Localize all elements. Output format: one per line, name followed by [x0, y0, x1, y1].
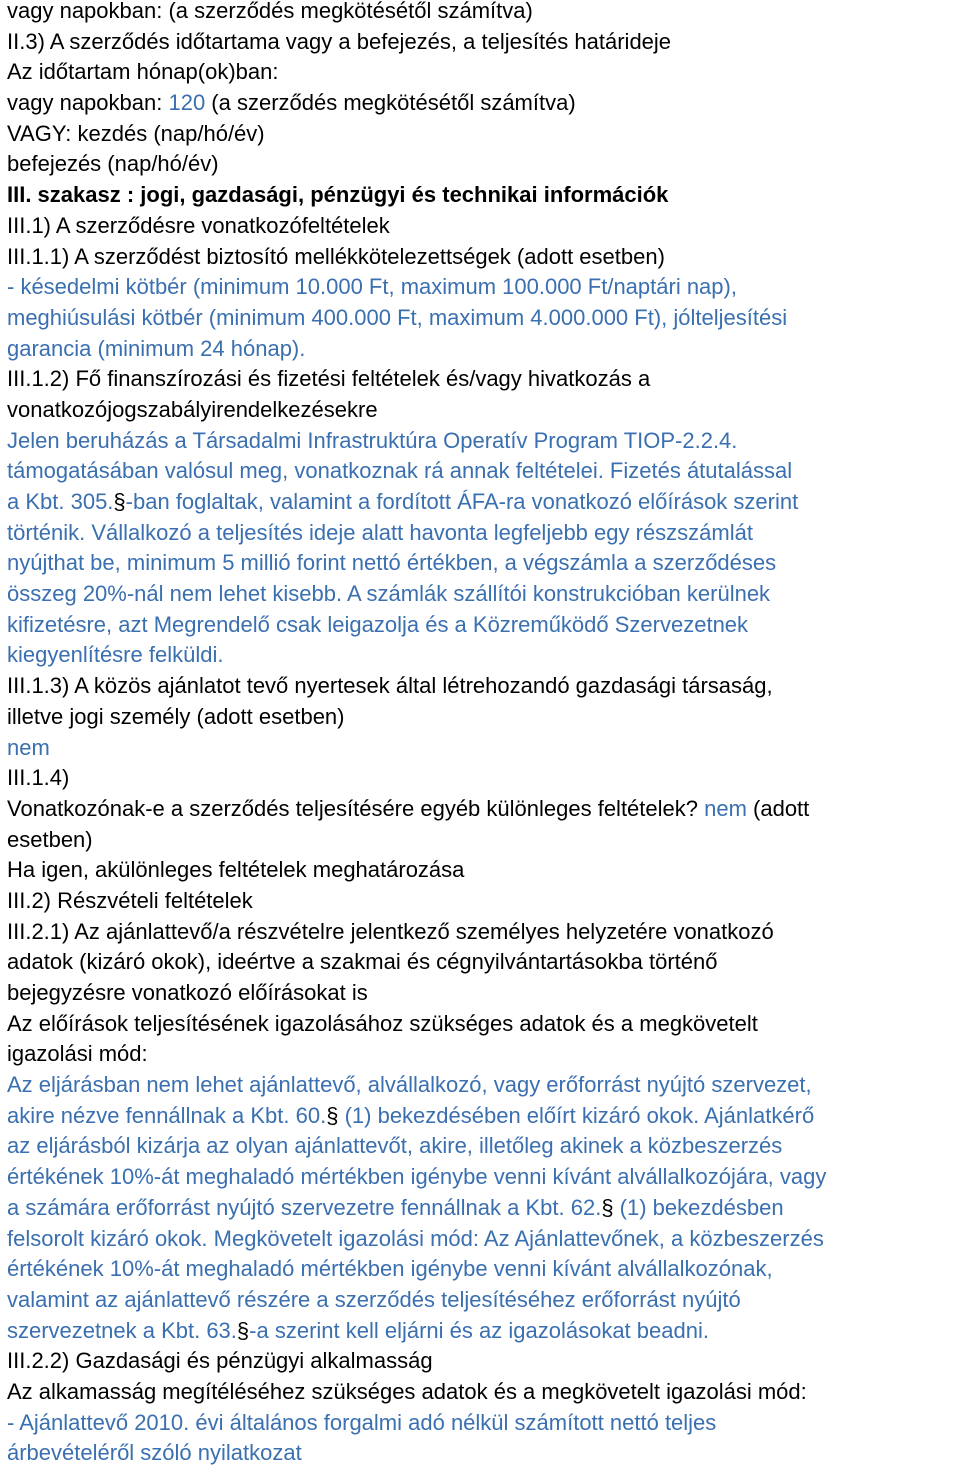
text-line [7, 364, 960, 395]
filled-value-text: árbevételéről szóló nyilatkozat [7, 1440, 302, 1466]
text-line [7, 1101, 960, 1132]
filled-value-text: (1) bekezdésében előírt kizáró okok. Ajánlatkérő [338, 1102, 815, 1128]
text-line [7, 88, 960, 119]
form-label-text: III.1) A szerződésre vonatkozófeltételek [7, 212, 390, 238]
filled-value-text: felsorolt kizáró okok. Megkövetelt igazolási mód: Az Ajánlattevőnek, a közbeszerzés [7, 1225, 824, 1251]
form-label-text: VAGY: kezdés (nap/hó/év) [7, 120, 265, 146]
form-label-text: III.1.1) A szerződést biztosító mellékkötelezettségek (adott esetben) [7, 243, 665, 269]
text-line [7, 1039, 960, 1070]
filled-value-text: - Ajánlattevő 2010. évi általános forgalmi adó nélkül számított nettó teljes [7, 1409, 717, 1435]
text-line [7, 702, 960, 733]
form-label-text: (a szerződés megkötésétől számítva) [205, 90, 576, 116]
filled-value-text: meghiúsulási kötbér (minimum 400.000 Ft, maximum 4.000.000 Ft), jólteljesítési [7, 304, 788, 330]
section-heading: III. szakasz : jogi, gazdasági, pénzügyi és technikai információk [7, 182, 669, 208]
text-line [7, 1316, 960, 1347]
text-line [7, 886, 960, 917]
text-line [7, 855, 960, 886]
filled-value-text: nyújthat be, minimum 5 millió forint nettó értékben, a végszámla a szerződéses [7, 550, 777, 576]
form-label-text: § [601, 1194, 614, 1220]
text-line [7, 487, 960, 518]
filled-value-text: Az eljárásban nem lehet ajánlattevő, alvállalkozó, vagy erőforrást nyújtó szervezet, [7, 1072, 812, 1098]
text-line [7, 794, 960, 825]
text-line [7, 518, 960, 549]
text-line [7, 640, 960, 671]
text-line [7, 763, 960, 794]
filled-value-text: támogatásában valósul meg, vonatkoznak rá annak feltételei. Fizetés átutalással [7, 458, 793, 484]
form-label-text: § [326, 1102, 339, 1128]
filled-value-text: értékének 10%-át meghaladó mértékben igénybe venni kívánt alvállalkozójára, vagy [7, 1164, 827, 1190]
form-label-text: illetve jogi személy (adott esetben) [7, 703, 345, 729]
form-label-text: Az előírások teljesítésének igazolásához szükséges adatok és a megkövetelt [7, 1010, 758, 1036]
form-label-text: III.1.2) Fő finanszírozási és fizetési feltételek és/vagy hivatkozás a [7, 366, 651, 392]
filled-value-text: Jelen beruházás a Társadalmi Infrastruktúra Operatív Program TIOP-2.2.4. [7, 427, 738, 453]
text-line [7, 0, 960, 27]
text-line [7, 149, 960, 180]
form-label-text: III.2) Részvételi feltételek [7, 887, 253, 913]
text-line [7, 1254, 960, 1285]
form-label-text: Vonatkozónak-e a szerződés teljesítésére egyéb különleges feltételek? [7, 795, 705, 821]
filled-value-text: akire nézve fennállnak a Kbt. 60. [7, 1102, 327, 1128]
text-line [7, 1162, 960, 1193]
text-line [7, 917, 960, 948]
text-line [7, 1070, 960, 1101]
form-label-text: adatok (kizáró okok), ideértve a szakmai és cégnyilvántartásokba történő [7, 949, 718, 975]
form-label-text: vonatkozójogszabályirendelkezésekre [7, 396, 378, 422]
text-line [7, 1009, 960, 1040]
filled-value-text: valamint az ajánlattevő részére a szerződés teljesítéséhez erőforrást nyújtó [7, 1286, 741, 1312]
filled-value-text: történik. Vállalkozó a teljesítés ideje alatt havonta legfeljebb egy részszámlát [7, 519, 753, 545]
text-line [7, 1193, 960, 1224]
text-line [7, 1408, 960, 1439]
form-label-text: § [236, 1317, 250, 1343]
filled-value-text: a Kbt. 305. [7, 489, 114, 514]
filled-value-text: értékének 10%-át meghaladó mértékben igénybe venni kívánt alvállalkozónak, [7, 1256, 773, 1282]
text-line [7, 180, 960, 211]
text-line [7, 1131, 960, 1162]
form-label-text: II.3) A szerződés időtartama vagy a befejezés, a teljesítés határideje [7, 28, 672, 54]
filled-value-text: kifizetésre, azt Megrendelő csak leigazolja és a Közreműködő Szervezetnek [7, 611, 749, 637]
text-line [7, 211, 960, 242]
form-label-text: (adott [746, 795, 810, 821]
filled-value-text: - késedelmi kötbér (minimum 10.000 Ft, maximum 100.000 Ft/naptári nap), [7, 274, 737, 300]
filled-value-text: (1) bekezdésben [613, 1194, 784, 1220]
form-label-text: vagy napokban: (a szerződés megkötésétől számítva) [7, 0, 533, 23]
text-line [7, 610, 960, 641]
filled-value-text: nem [7, 734, 50, 760]
form-label-text: III.1.4) [7, 765, 70, 791]
form-label-text: III.1.3) A közös ajánlatot tevő nyertesek által létrehozandó gazdasági társaság, [7, 673, 773, 699]
form-label-text: vagy napokban: [7, 90, 169, 116]
form-label-text: III.2.1) Az ajánlattevő/a részvételre jelentkező személyes helyzetére vonatkozó [7, 918, 774, 944]
text-line [7, 426, 960, 457]
text-line [7, 671, 960, 702]
form-label-text: bejegyzésre vonatkozó előírásokat is [7, 980, 368, 1005]
text-line [7, 27, 960, 58]
filled-value-text: garancia (minimum 24 hónap). [7, 335, 306, 361]
form-label-text: esetben) [7, 826, 93, 852]
filled-value-text: -a szerint kell eljárni és az igazolásokat beadni. [249, 1317, 709, 1343]
text-line [7, 1285, 960, 1316]
filled-value-text: nem [704, 795, 747, 821]
text-line [7, 334, 960, 365]
text-line [7, 119, 960, 150]
filled-value-text: -ban foglaltak, valamint a fordított ÁFA-ra vonatkozó előírások szerint [125, 489, 799, 514]
text-line [7, 825, 960, 856]
text-line [7, 272, 960, 303]
filled-value-text: az eljárásból kizárja az olyan ajánlattevőt, akire, illetőleg akinek a közbeszerzés [7, 1133, 783, 1159]
form-label-text: Ha igen, akülönleges feltételek meghatározása [7, 857, 465, 883]
form-label-text: III.2.2) Gazdasági és pénzügyi alkalmasság [7, 1348, 433, 1374]
filled-value-text: 120 [168, 90, 206, 116]
text-line [7, 548, 960, 579]
text-line [7, 242, 960, 273]
filled-value-text: a számára erőforrást nyújtó szervezetre fennállnak a Kbt. 62. [7, 1194, 602, 1220]
form-label-text: befejezés (nap/hó/év) [7, 151, 219, 177]
text-line [7, 978, 960, 1009]
form-label-text: Az alkamasság megítéléséhez szükséges adatok és a megkövetelt igazolási mód: [7, 1378, 807, 1404]
text-line [7, 947, 960, 978]
text-line [7, 395, 960, 426]
text-line [7, 733, 960, 764]
text-line [7, 579, 960, 610]
text-line [7, 57, 960, 88]
filled-value-text: kiegyenlítésre felküldi. [7, 642, 224, 668]
text-line [7, 1346, 960, 1377]
text-line [7, 303, 960, 334]
text-line [7, 1224, 960, 1255]
form-label-text: § [113, 489, 126, 514]
text-line [7, 456, 960, 487]
text-line [7, 1438, 960, 1469]
filled-value-text: összeg 20%-nál nem lehet kisebb. A számlák szállítói konstrukcióban kerülnek [7, 581, 771, 607]
text-line [7, 1377, 960, 1408]
filled-value-text: szervezetnek a Kbt. 63. [7, 1317, 237, 1343]
form-label-text: igazolási mód: [7, 1041, 148, 1067]
form-label-text: Az időtartam hónap(ok)ban: [7, 59, 279, 85]
